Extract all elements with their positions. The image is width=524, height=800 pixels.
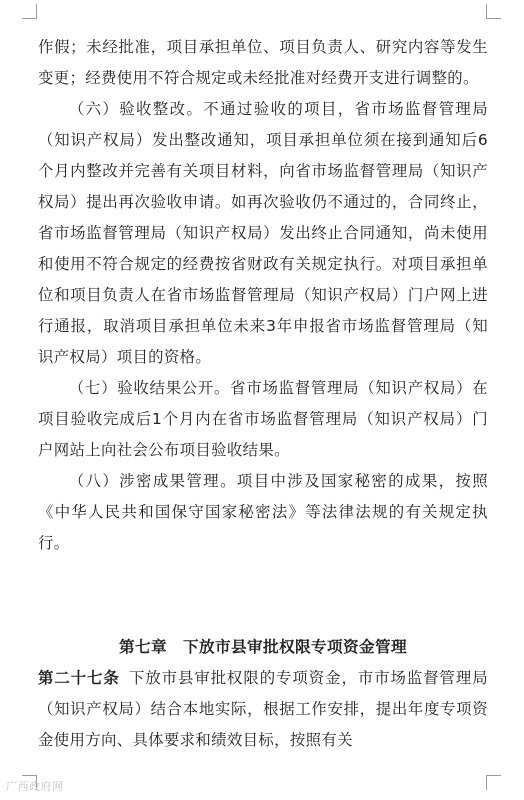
watermark-text: 广西政府网 <box>6 780 64 793</box>
body-text <box>38 32 488 559</box>
paragraph-classified-results: （八）涉密成果管理。项目中涉及国家秘密的成果，按照《中华人民共和国保守国家秘密法》等法律法规的有关规定执行。 <box>38 472 488 552</box>
crop-mark-top-left <box>22 4 37 19</box>
article-text: 下放市县审批权限的专项资金，市市场监督管理局（知识产权局）结合本地实际，根据工作安排，提出年度专项资金使用方向、具体要求和绩效目标，按照有关 <box>38 669 488 749</box>
paragraph-acceptance-results-public: （七）验收结果公开。省市场监督管理局（知识产权局）在项目验收完成后1个月内在省市场监督管理局（知识产权局）门户网站上向社会公布项目验收结果。 <box>38 379 488 459</box>
crop-mark-bottom-right <box>486 775 501 790</box>
paragraph-acceptance-rectification: （六）验收整改。不通过验收的项目，省市场监督管理局（知识产权局）发出整改通知，项目承担单位须在接到通知后6个月内整改并完善有关项目材料，向省市场监督管理局（知识产权局）提出再次验收申请。如再次验收仍不通过的，合同终止，省市场监督管理局（知识产权局）发出终止合同通知，尚未使用和使用不符合规定的经费按省财政有关规定执行。对项目承担单位和项目负责人在省市场监督管理局（知识产权局）门户网上进行通报，取消项目承担单位未来3年申报省市场监督管理局（知识产权局）项目的资格。 <box>38 100 488 366</box>
crop-mark-top-right <box>486 4 501 19</box>
article-number: 第二十七条 <box>38 669 120 687</box>
article-27 <box>38 663 488 756</box>
chapter-title: 第七章 下放市县审批权限专项资金管理 <box>119 638 407 656</box>
paragraph-continuation: 作假；未经批准，项目承担单位、项目负责人、研究内容等发生变更；经费使用不符合规定或未经批准对经费开支进行调整的。 <box>38 38 488 87</box>
